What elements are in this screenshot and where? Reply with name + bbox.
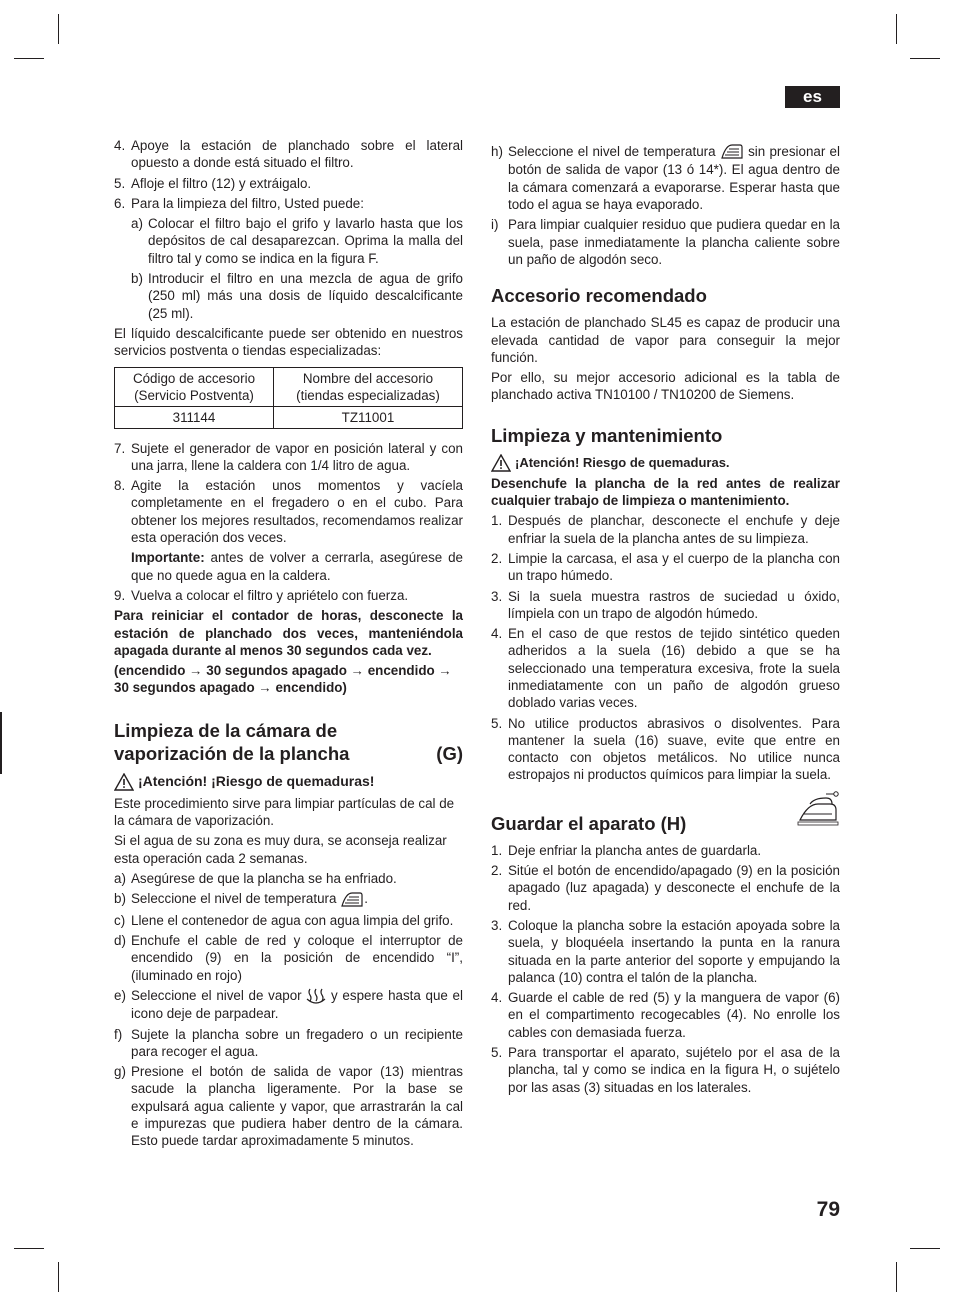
reset-note: Para reiniciar el contador de horas, desconecte la estación de planchado dos veces, manteniéndola apagada durante al menos 30 segundos cada vez. [114, 608, 463, 658]
table-cell: TZ11001 [273, 406, 462, 428]
warning-triangle-icon [114, 773, 134, 791]
chamber-paragraph: Este procedimiento sirve para limpiar partículas de cal de la cámara de vaporización. [114, 795, 455, 829]
list-item: i) Para limpiar cualquier residuo que pudiera quedar en la suela, pase inmediatamente la plancha caliente sobre un paño de algodón seco. [491, 217, 840, 267]
language-tab: es [785, 86, 840, 108]
list-item: 3. Si la suela muestra rastros de suciedad u óxido, límpiela con un trapo de algodón húmedo. [491, 588, 840, 621]
table-header-cell: Código de accesorio (Servicio Postventa) [115, 367, 274, 406]
list-item: 4. Guarde el cable de red (5) y la manguera de vapor (6) en el compartimento recogecables (4). No enrolle los cables con demasiada fuerza. [491, 990, 840, 1040]
steam-icon [306, 987, 326, 1005]
table-header-row [115, 367, 463, 406]
iron-temperature-icon [720, 143, 744, 161]
accessory-heading: Accesorio recomendado [491, 285, 707, 307]
crop-mark [58, 14, 59, 44]
list-item: 4. En el caso de que restos de tejido sintético queden adheridos a la suela (16) debido a que se ha seleccionado una temperatura excesiva, frote la suela inmediatamente con un paño de algodón grueso doblado varias veces. [491, 626, 840, 711]
iron-temperature-icon [340, 891, 364, 909]
burn-warning: ¡Atención! Riesgo de quemaduras. [491, 454, 840, 472]
list-subitem: b) Introducir el filtro en una mezcla de agua de grifo (250 ml) más una dosis de líquido descalcificante (25 ml). [131, 271, 463, 321]
table-cell: 311144 [115, 406, 274, 428]
right-column [491, 143, 840, 1099]
list-item: 8. Agite la estación unos momentos y vacíela completamente en el fregadero o en el cubo. Para obtener los mejores resultados, recomendamos realizar esta operación dos veces. [114, 478, 463, 546]
burn-warning: ¡Atención! ¡Riesgo de quemaduras! [114, 773, 463, 791]
accessory-paragraph: Por ello, su mejor accesorio adicional es la tabla de planchado activa TN10100 / TN10200 de Siemens. [491, 370, 840, 403]
list-item: c) Llene el contenedor de agua con agua limpia del grifo. [114, 912, 454, 928]
crop-mark [14, 1248, 44, 1249]
crop-mark [910, 58, 940, 59]
left-column [114, 137, 463, 1153]
reset-sequence: (encendido → 30 segundos apagado → encendido → 30 segundos apagado → encendido) [114, 663, 452, 696]
crop-mark [896, 1262, 897, 1292]
list-item: 1. Deje enfriar la plancha antes de guardarla. [491, 842, 762, 858]
list-item: 6. Para la limpieza del filtro, Usted puede: [114, 195, 364, 211]
page-number: 79 [816, 1198, 840, 1221]
chamber-cleaning-heading: Limpieza de la cámara de vaporización de la plancha (G) [114, 719, 463, 764]
crop-mark [14, 58, 44, 59]
list-item: a) Asegúrese de que la plancha se ha enfriado. [114, 870, 397, 886]
descaler-note: El líquido descalcificante puede ser obtenido en nuestros servicios postventa o tiendas especializadas: [114, 325, 463, 359]
list-item: 5. Afloje el filtro (12) y extráigalo. [114, 175, 312, 191]
accessory-paragraph: La estación de planchado SL45 es capaz de producir una elevada cantidad de vapor para conseguir la mejor función. [491, 315, 840, 365]
storage-heading: Guardar el aparato (H) [491, 812, 687, 834]
list-item: 4. Apoye la estación de planchado sobre el lateral opuesto a donde está situado el filtro. [114, 138, 463, 171]
table-header-cell: Nombre del accesorio (tiendas especializadas) [273, 367, 462, 406]
crop-mark [58, 1262, 59, 1292]
maintenance-notice: Desenchufe la plancha de la red antes de realizar cualquier trabajo de limpieza o mantenimiento. [491, 475, 840, 509]
list-item: 5. Para transportar el aparato, sujételo por el asa de la plancha, tal y como se indica en la figura H, o sujételo por las asas (3) situadas en los laterales. [491, 1045, 840, 1095]
list-item: 9. Vuelva a colocar el filtro y apriételo con fuerza. [114, 587, 409, 603]
list-item: f) Sujete la plancha sobre un fregadero o un recipiente para recoger el agua. [114, 1026, 463, 1059]
list-subitem: a) Colocar el filtro bajo el grifo y lavarlo hasta que los depósitos de cal desaparezcan. Oprima la malla del filtro tal y como se indica en la figura F. [131, 216, 463, 266]
important-note: Importante: antes de volver a cerrarla, asegúrese de que no quede agua en la caldera. [131, 550, 463, 583]
crop-mark [896, 14, 897, 44]
list-item: 5. No utilice productos abrasivos o disolventes. Para mantener la suela (16) suave, evite que entre en contacto con objetos metálicos. No utilice nunca estropajos ni productos químicos para limpiar la suela. [491, 715, 840, 783]
list-item: e) Seleccione el nivel de vapor y espere hasta que el icono deje de parpadear. [114, 987, 463, 1022]
iron-storage-figure-icon [796, 790, 842, 832]
maintenance-heading: Limpieza y mantenimiento [491, 424, 723, 446]
storage-section [491, 812, 840, 835]
crop-mark [910, 1248, 940, 1249]
accessory-table [114, 367, 463, 429]
list-item: 2. Limpie la carcasa, el asa y el cuerpo de la plancha con un trapo húmedo. [491, 550, 840, 584]
chamber-paragraph: Si el agua de su zona es muy dura, se aconseja realizar esta operación cada 2 semanas. [114, 833, 447, 866]
list-item: d) Enchufe el cable de red y coloque el interruptor de encendido (9) en la posición de encendido “I”, (iluminado en rojo) [114, 932, 463, 983]
crop-mark [0, 712, 2, 774]
table-row [115, 406, 463, 428]
list-item: h) Seleccione el nivel de temperatura sin presionar el botón de salida de vapor (13 ó 14*). El agua dentro de la cámara comenzará a evaporarse. Esperar hasta que todo el agua se haya evaporado. [491, 144, 840, 213]
list-item: 3. Coloque la plancha sobre la estación apoyada sobre la suela, y bloquéela insertando la punta en la ranura situada en la parte anterior del soporte y empujando la palanca (10) contra el talón de la plancha. [491, 917, 840, 985]
list-item: g) Presione el botón de salida de vapor (13) mientras sacude la plancha ligeramente. Por la base se expulsará agua caliente y vapor, que arrastrarán la cal e impurezas que pudiera haber dentro de la cámara. Esto puede tardar aproximadamente 5 minutos. [114, 1064, 463, 1149]
list-item: 7. Sujete el generador de vapor en posición lateral y con una jarra, llene la caldera con 1/4 litro de agua. [114, 440, 463, 473]
list-item: 1. Después de planchar, desconecte el enchufe y deje enfriar la suela de la plancha antes de su limpieza. [491, 513, 840, 546]
list-item: b) Seleccione el nivel de temperatura . [114, 890, 463, 908]
warning-triangle-icon [491, 454, 511, 472]
list-item: 2. Sitúe el botón de encendido/apagado (9) en la posición apagado (luz apagada) y desconecte el enchufe de la red. [491, 863, 840, 913]
